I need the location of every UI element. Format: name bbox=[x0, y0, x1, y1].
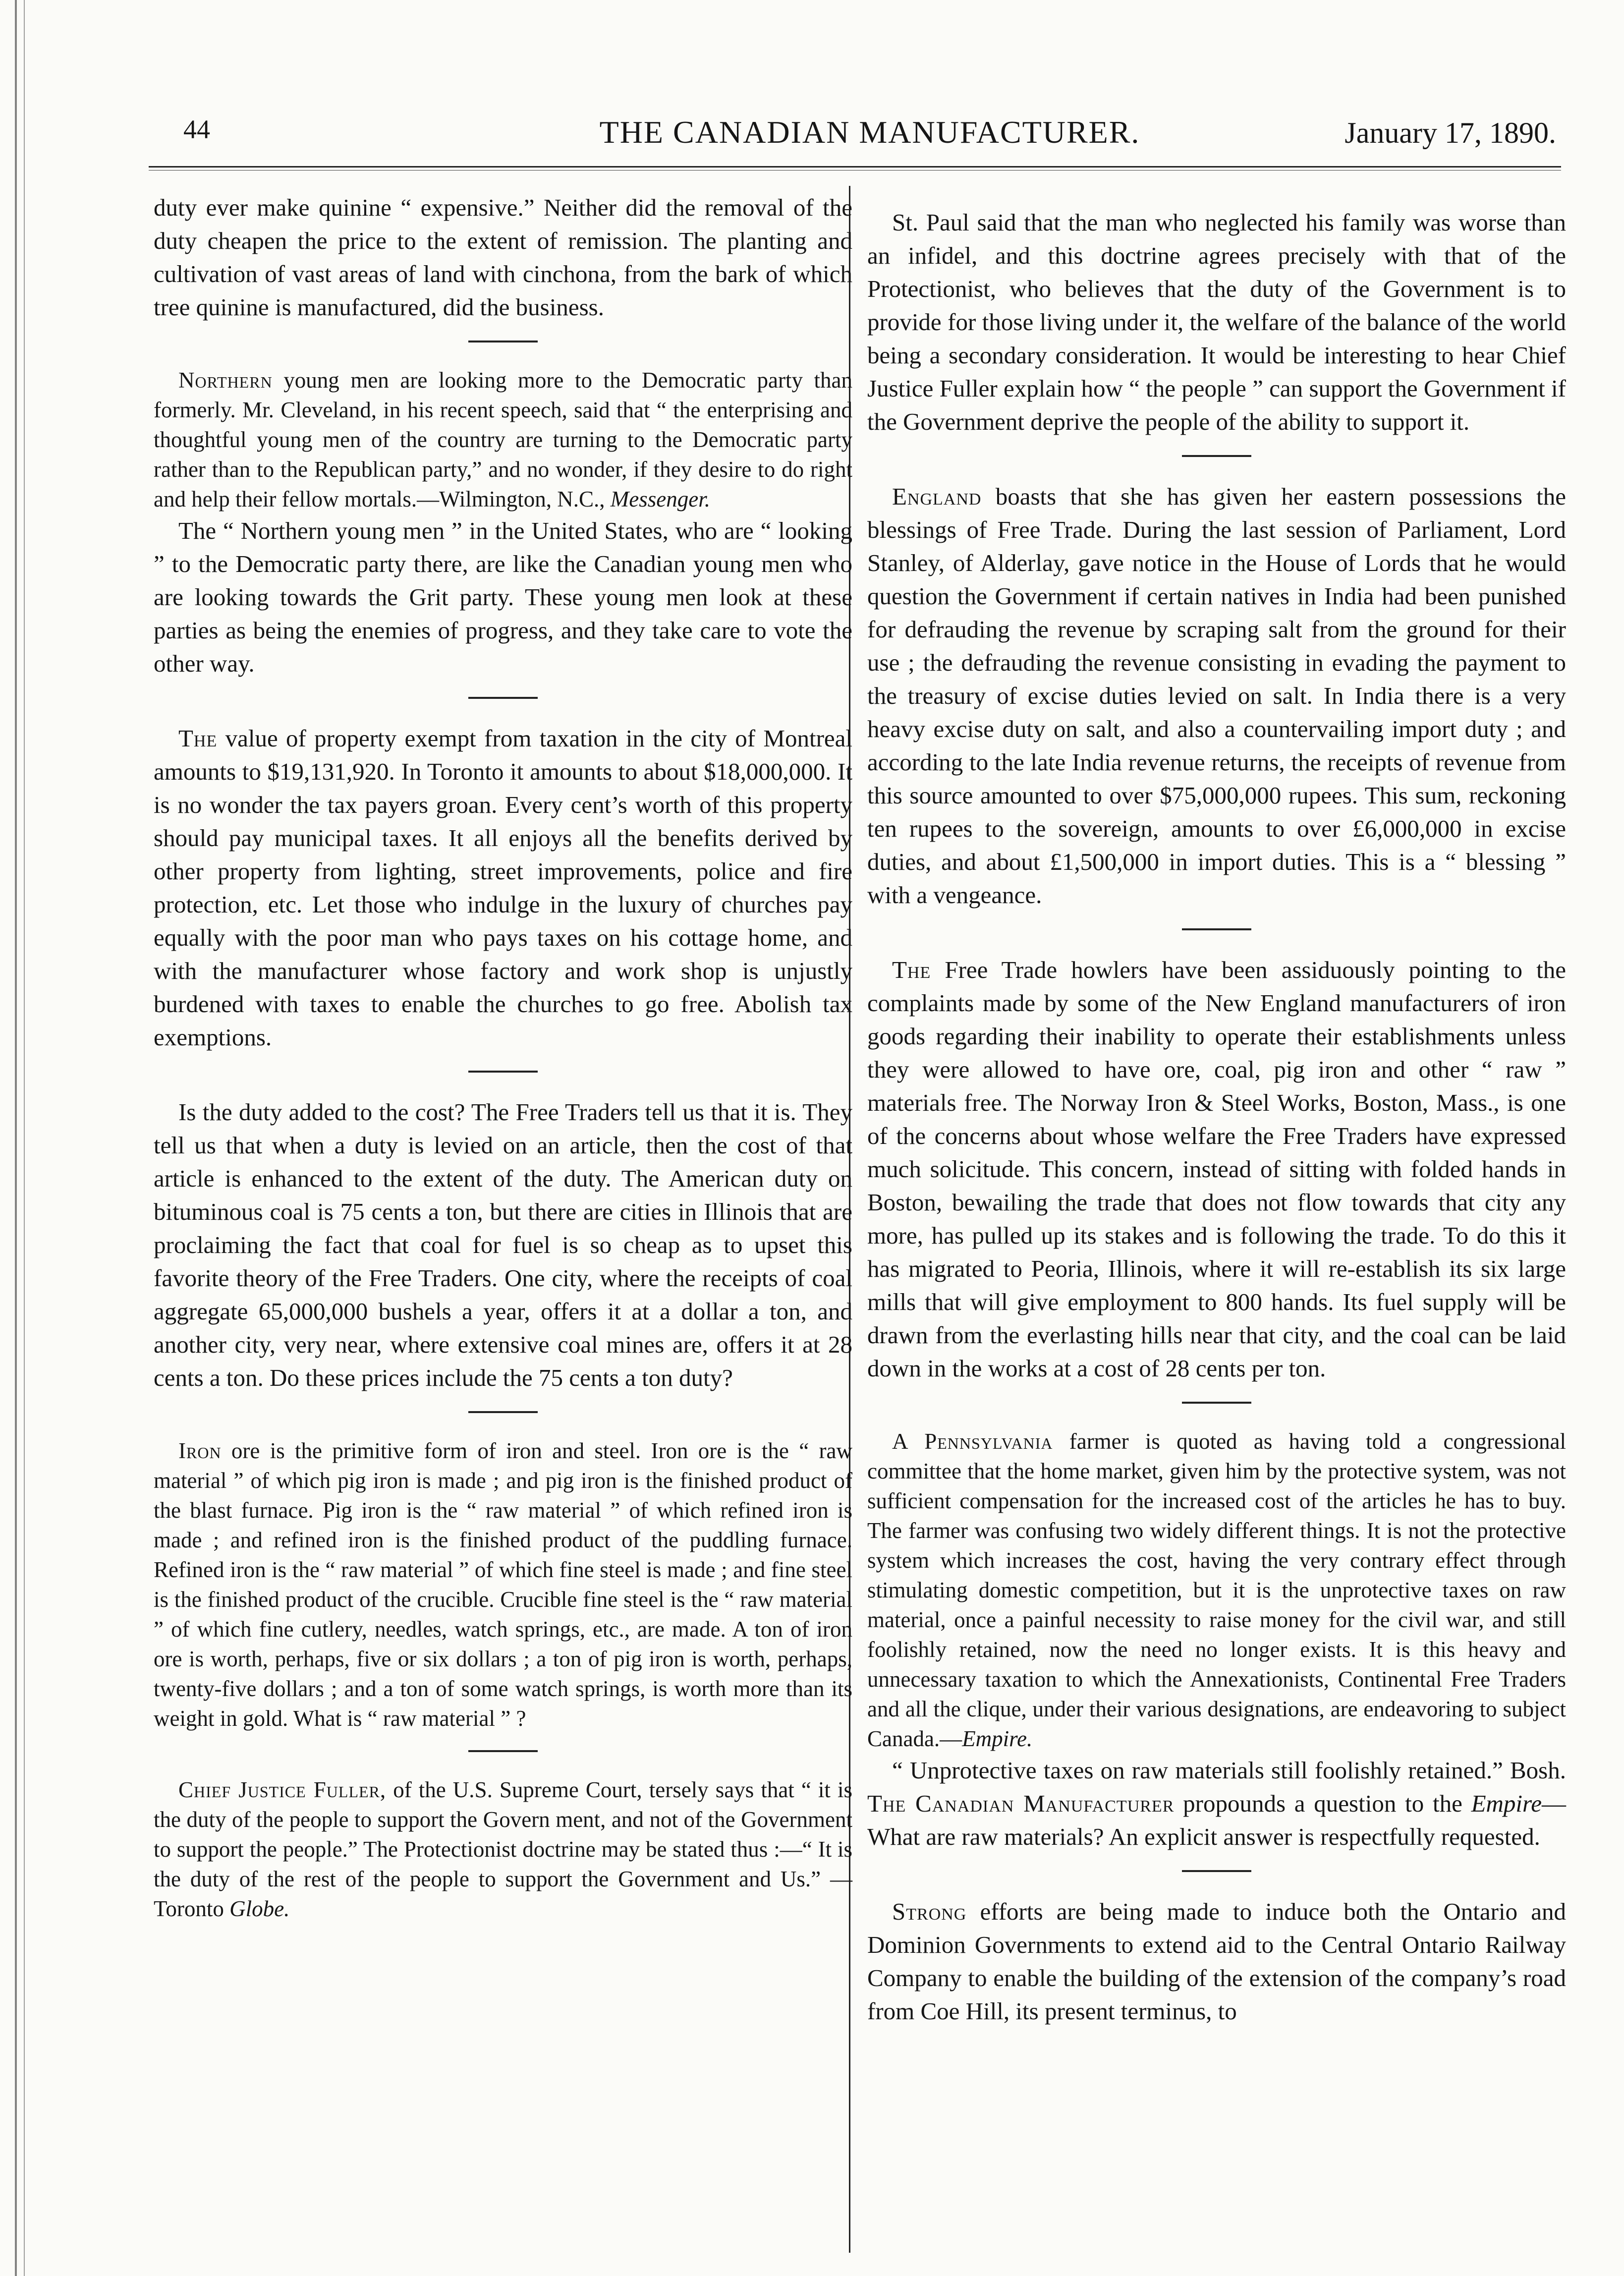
article-text: propounds a question to the bbox=[1174, 1790, 1471, 1817]
masthead-title: THE CANADIAN MANUFACTURER. bbox=[599, 114, 1140, 150]
article-text: Free Trade howlers have been assiduously pointing to the complaints made by some of the New England manufacturers of iron goods regarding their inability to operate their establishments unless they were allowed to have ore, coal, pig iron and other “ raw ” materials free. The Norway Iron & Steel Works, Boston, Mass., is one of the concerns about whose welfare the Free Traders have expressed much solicitude. This concern, instead of sitting with folded hands in Boston, bewailing the trade that does not flow towards that city any more, has pulled up its stakes and is following the trade. To do this it has migrated to Peoria, Illinois, where it will re-establish its six large mills that will give employment to 800 hands. Its fuel supply will be drawn from the everlasting hills near that city, and the coal can be laid down in the works at a cost of 28 cents per ton. bbox=[867, 956, 1566, 1382]
article-text: young men are looking more to the Democratic party than formerly. Mr. Cleveland, in his recent speech, said that “ the enterprising and thoughtful young men of the country are turning to the Democratic party rather than to the Republican party,” and no wonder, if they desire to do right and help their fellow mortals.—Wilmington, N.C., bbox=[154, 368, 852, 512]
article-text: of the U.S. Supreme Court, tersely says that “ it is the duty of the people to support the Govern ment, and not of the Government to support the people.” The Protectionist doctrine may be stated thus :—“ It is the duty of the rest of the people to support the Government and Us.” —Toronto bbox=[154, 1777, 852, 1921]
article-raw-materials-reply bbox=[867, 1754, 1566, 1853]
header-rule bbox=[149, 166, 1561, 168]
source-citation: Empire. bbox=[962, 1726, 1033, 1751]
article-text: ore is the primitive form of iron and steel. Iron ore is the “ raw material ” of which pig iron is made ; and pig iron is the finished product of the blast furnace. Pig iron is the “ raw material ” of which refined iron is made ; and refined iron is the finished product of the puddling furnace. Refined iron is the “ raw material ” of which fine steel is made ; and fine steel is the finished product of the crucible. Crucible fine steel is the “ raw material ” of which fine cutlery, needles, watch springs, etc., are made. A ton of iron ore is worth, perhaps, five or six dollars ; a ton of pig iron is worth, perhaps, twenty-five dollars ; and a ton of some watch springs, is worth more than its weight in gold. What is “ raw material ” ? bbox=[154, 1438, 852, 1731]
paper-name: The Canadian Manufacturer bbox=[867, 1790, 1175, 1817]
header-rule-thin bbox=[149, 170, 1561, 171]
right-column bbox=[867, 191, 1566, 2028]
article-text: efforts are being made to induce both the Ontario and Dominion Governments to extend aid to the Central Ontario Railway Company to enable the building of the extension of the company’s road from Coe Hill, its present terminus, to bbox=[867, 1898, 1566, 2025]
lead-word: A Pennsylvania bbox=[892, 1429, 1053, 1454]
article-tax-exemptions bbox=[154, 722, 852, 1054]
article-northern-young-men bbox=[154, 365, 852, 514]
issue-date: January 17, 1890. bbox=[1344, 116, 1556, 149]
section-rule bbox=[468, 1411, 538, 1413]
section-rule bbox=[1182, 928, 1251, 930]
article-text: value of property exempt from taxation in the city of Montreal amounts to $19,131,920. In Toronto it amounts to about $18,000,000. It is no wonder the tax payers groan. Every cent’s worth of this property should pay municipal taxes. It all enjoys all the benefits derived by other property from lighting, street improvements, police and fire protection, etc. Let those who indulge in the luxury of churches pay equally with the poor man who pays taxes on his cottage home, and with the manufacturer whose factory and work shop is unjustly burdened with taxes to enable the churches to go free. Abolish tax exemptions. bbox=[154, 725, 852, 1051]
section-rule bbox=[468, 1071, 538, 1073]
section-rule bbox=[468, 341, 538, 342]
lead-word: England bbox=[892, 483, 982, 510]
article-text: farmer is quoted as having told a congressional committee that the home market, given him by the protective system, was not sufficient compensation for the increased cost of the articles he has to buy. The farmer was confusing two widely different things. It is not the protective system which increases the cost, having the very contrary effect through stimulating domestic competition, but it is the unprotective taxes on raw material, once a painful necessity to raise money for the civil war, and still foolishly retained, now the need no longer exists. It is this heavy and unnecessary taxation to which the Annexationists, Continental Free Traders and all the clique, under their various designations, are endeavoring to subject Canada.— bbox=[867, 1429, 1566, 1751]
article-coal-duty: Is the duty added to the cost? The Free Traders tell us that it is. They tell us that when a duty is levied on an article, then the cost of that article is enhanced to the extent of the duty. The American duty on bituminous coal is 75 cents a ton, but there are cities in Illinois that are proclaiming the fact that coal for fuel is so cheap as to upset this favorite theory of the Free Traders. One city, where the receipts of coal aggregate 65,000,000 bushels a year, offers it at a dollar a ton, and another city, very near, where extensive coal mines are, offers it at 28 cents a ton. Do these prices include the 75 cents a ton duty? bbox=[154, 1098, 852, 1391]
lead-word: The bbox=[892, 956, 931, 983]
article-england-free-trade bbox=[867, 480, 1566, 911]
lead-word: Northern bbox=[178, 368, 273, 393]
lead-word: The bbox=[178, 725, 218, 752]
scan-binding-edge bbox=[15, 0, 25, 2276]
article-text: boasts that she has given her eastern possessions the blessings of Free Trade. During the last session of Parliament, Lord Stanley, of Alderlay, gave notice in the House of Lords that he would question the Government if certain natives in India had been punished for defrauding the revenue by scraping salt from the ground for their use ; the defrauding the revenue consisting in evading the payment to the treasury of excise duties levied on salt. In India there is a very heavy excise duty on salt, and also a countervailing import duty ; and according to the late India revenue returns, the receipts of revenue from this source amounted to over $75,000,000 rupees. This sum, reckoning ten rupees to the sovereign, amounts to over £6,000,000 in excise duties, and about £1,500,000 in import duties. This is a “ blessing ” with a vengeance. bbox=[867, 483, 1566, 909]
section-rule bbox=[1182, 455, 1251, 457]
source-citation: Globe. bbox=[229, 1896, 290, 1921]
section-rule bbox=[468, 1750, 538, 1752]
section-rule bbox=[1182, 1402, 1251, 1404]
page-number: 44 bbox=[183, 114, 210, 144]
lead-word: Chief Justice Fuller, bbox=[178, 1777, 387, 1802]
article-text: —What are raw materials? An explicit answer is respectfully requested. bbox=[867, 1790, 1567, 1850]
article-chief-justice-fuller bbox=[154, 1775, 852, 1924]
section-rule bbox=[1182, 1870, 1251, 1872]
article-central-ontario-railway bbox=[867, 1895, 1566, 2028]
lead-word: Strong bbox=[892, 1898, 967, 1925]
source-citation: Messenger. bbox=[610, 487, 711, 512]
lead-word: Iron bbox=[178, 1438, 222, 1463]
article-quinine-end: duty ever make quinine “ expensive.” Neither did the removal of the duty cheapen the price to the extent of remission. The planting and cultivation of vast areas of land with cinchona, from the bark of which tree quinine is manufactured, did the business. bbox=[154, 194, 852, 321]
article-st-paul: St. Paul said that the man who neglected his family was worse than an infidel, and this doctrine agrees precisely with that of the Protectionist, who believes that the duty of the Government is to provide for those living under it, the welfare of the balance of the world being a secondary consideration. It would be interesting to hear Chief Justice Fuller explain how “ the people ” can support the Government if the Government deprive the people of the ability to support it. bbox=[867, 209, 1566, 435]
page-header bbox=[183, 114, 1556, 169]
paper-name-empire: Empire bbox=[1471, 1790, 1542, 1817]
left-column bbox=[154, 191, 852, 1924]
section-rule bbox=[468, 697, 538, 699]
article-iron-ore bbox=[154, 1436, 852, 1733]
article-text: “ Unprotective taxes on raw materials still foolishly retained.” Bosh. bbox=[892, 1757, 1566, 1784]
article-free-trade-howlers bbox=[867, 953, 1566, 1385]
article-pennsylvania-farmer bbox=[867, 1426, 1566, 1754]
article-grit-party: The “ Northern young men ” in the United States, who are “ looking ” to the Democratic party there, are like the Canadian young men who are looking towards the Grit party. These young men look at these parties as being the enemies of progress, and they take care to vote the other way. bbox=[154, 517, 852, 677]
